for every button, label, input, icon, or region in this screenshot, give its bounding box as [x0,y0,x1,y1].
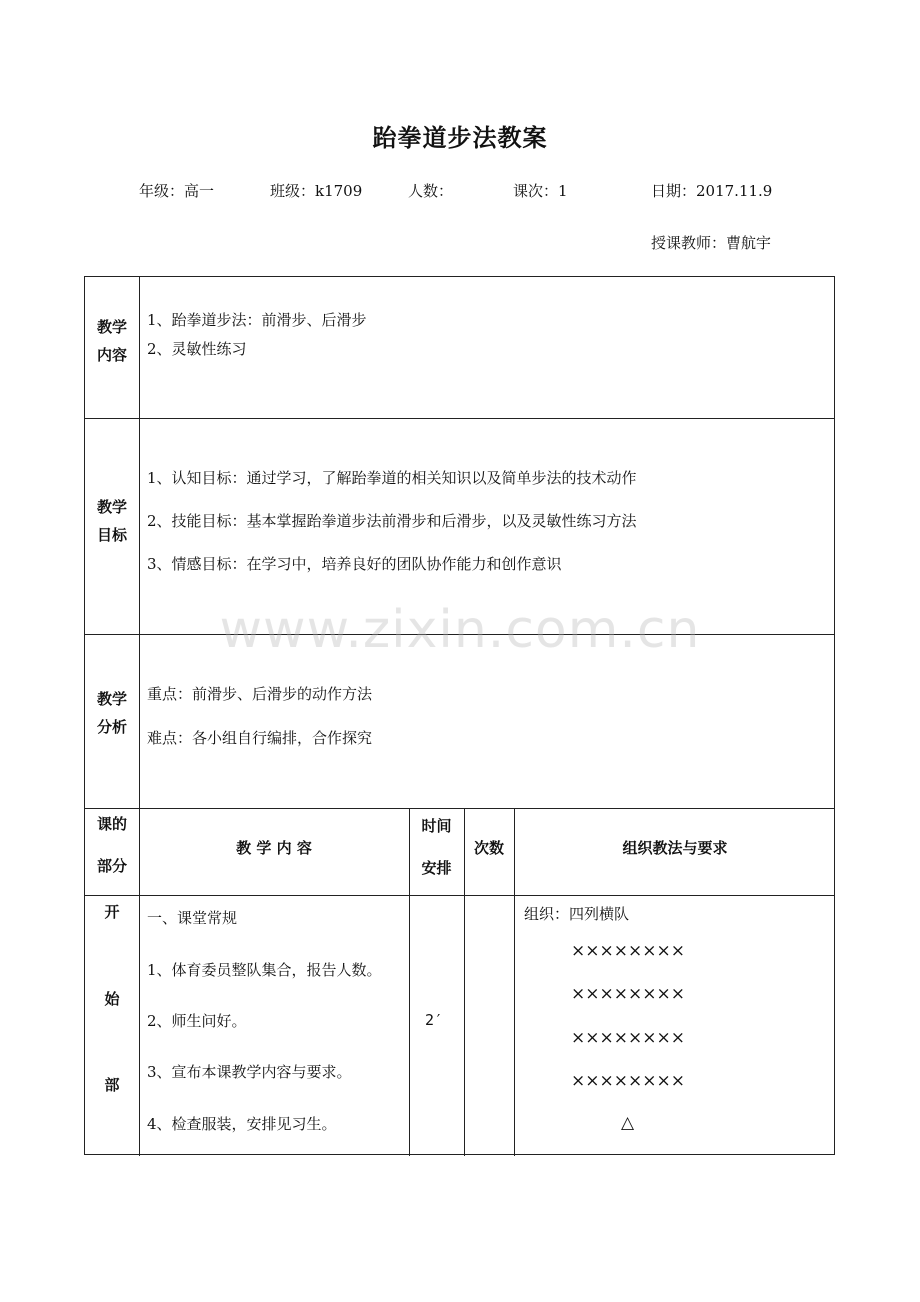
organization-label: 组织：四列横队 [524,905,630,923]
teacher-position-icon: △ [621,1113,635,1133]
watermark: www.zixin.com.cn [219,600,701,660]
formation-row: ×××××××× [571,941,685,961]
label-line: 内容 [96,346,127,364]
formation-row: ×××××××× [571,984,685,1004]
content-line: 2、灵敏性练习 [147,340,247,358]
reps-header: 次数 [473,839,504,857]
analysis-key-point: 重点：前滑步、后滑步的动作方法 [147,685,373,703]
header-line: 课的 [96,815,127,833]
column-divider [464,808,465,1156]
opening-time: 2′ [425,1011,444,1029]
teacher-field: 授课教师：曹航宇 [651,234,772,252]
opening-part-char: 部 [104,1076,120,1094]
label-line: 分析 [96,718,127,736]
label-line: 教学 [96,690,127,708]
time-header [409,815,464,879]
opening-item: 1、体育委员整队集合，报告人数。 [147,961,382,979]
teaching-goals-label [85,493,139,549]
header-line: 时间 [421,817,452,835]
label-line: 教学 [96,498,127,516]
row-divider [85,418,834,419]
content-header: 教 学 内 容 [236,839,312,857]
row-divider [85,808,834,809]
grade-field: 年级：高一 [139,182,215,200]
goal-line: 1、认知目标：通过学习，了解跆拳道的相关知识以及简单步法的技术动作 [147,469,637,487]
teaching-analysis-label [85,685,139,741]
lesson-plan-table [84,276,835,1155]
label-line: 教学 [96,318,127,336]
formation-row: ×××××××× [571,1071,685,1091]
lesson-number-field: 课次：1 [513,182,568,200]
opening-item: 3、宣布本课教学内容与要求。 [147,1063,352,1081]
label-line: 目标 [96,526,127,544]
goal-line: 2、技能目标：基本掌握跆拳道步法前滑步和后滑步，以及灵敏性练习方法 [147,512,637,530]
opening-part-char: 始 [104,990,120,1008]
content-line: 1、跆拳道步法：前滑步、后滑步 [147,311,367,329]
date-field: 日期：2017.11.9 [651,182,773,200]
method-header: 组织教法与要求 [622,839,728,857]
analysis-difficulty: 难点：各小组自行编排，合作探究 [147,729,373,747]
teaching-content-label [85,313,139,369]
opening-item: 一、课堂常规 [147,909,238,927]
part-header [85,813,139,877]
column-divider [514,808,515,1156]
opening-item: 2、师生问好。 [147,1012,247,1030]
row-divider [85,634,834,635]
class-field: 班级：k1709 [270,182,363,200]
header-line: 部分 [96,857,127,875]
formation-row: ×××××××× [571,1028,685,1048]
opening-item: 4、检查服装，安排见习生。 [147,1115,337,1133]
student-count-field: 人数： [408,182,454,200]
page-title: 跆拳道步法教案 [372,123,548,152]
header-line: 安排 [421,859,452,877]
opening-part-char: 开 [104,903,120,921]
row-divider [85,895,834,896]
column-divider [139,277,140,1156]
goal-line: 3、情感目标：在学习中，培养良好的团队协作能力和创作意识 [147,555,562,573]
